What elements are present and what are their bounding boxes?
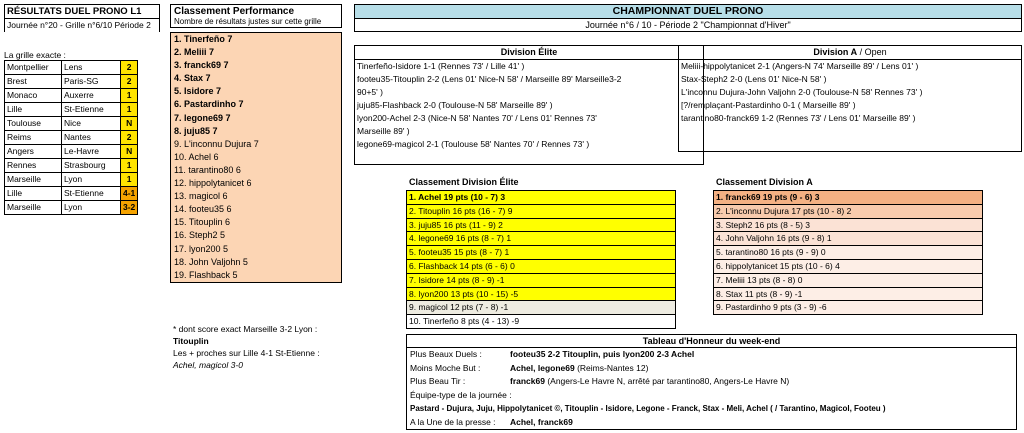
grid-home-team: Monaco <box>5 89 62 103</box>
perf-ranking-row: 16. Steph2 5 <box>174 230 226 241</box>
perf-ranking-row: 15. Titouplin 6 <box>174 217 231 228</box>
grid-row <box>5 75 138 89</box>
perf-ranking-row: 19. Flashback 5 <box>174 269 238 280</box>
grid-home-team: Brest <box>5 75 62 89</box>
honor-une-label: A la Une de la presse : <box>410 416 496 427</box>
ranking-row: 10. Tinerfeño 8 pts (4 - 13) -9 <box>407 315 675 329</box>
perf-ranking-row: 8. juju85 7 <box>174 125 218 136</box>
division-a-title: Division A <box>813 47 858 57</box>
honor-board-title: Tableau d'Honneur du week-end <box>407 335 1016 348</box>
grid-row <box>5 173 138 187</box>
division-a-header <box>679 46 1021 60</box>
honor-moche-value: Achel, legone69 <box>510 362 575 373</box>
ranking-a-table <box>713 190 983 315</box>
note-exact-score: * dont score exact Marseille 3-2 Lyon : <box>173 324 318 334</box>
honor-moche-row <box>407 362 1016 376</box>
grid-home-team: Montpellier <box>5 61 62 75</box>
ranking-row: 4. legone69 16 pts (8 - 7) 1 <box>407 232 675 246</box>
grid-row <box>5 61 138 75</box>
ranking-row: 7. Isidore 14 pts (8 - 9) -1 <box>407 274 675 288</box>
grid-result: 3-2 <box>121 201 138 215</box>
match-line: Tinerfeño-Isidore 1-1 (Rennes 73' / Lille 41' ) <box>357 61 525 71</box>
grid-home-team: Lille <box>5 187 62 201</box>
grid-result: 1 <box>121 159 138 173</box>
perf-ranking-row: 11. tarantino80 6 <box>174 164 241 175</box>
ranking-row: 4. John Valjohn 16 pts (9 - 8) 1 <box>714 232 982 246</box>
grid-home-team: Rennes <box>5 159 62 173</box>
results-header <box>4 4 160 32</box>
grid-away-team: Lens <box>62 61 121 75</box>
honor-equipe-label: Équipe-type de la journée : <box>410 389 512 400</box>
match-line: legone69-magicol 2-1 (Toulouse 58' Nantes 70' / Rennes 73' ) <box>357 139 590 149</box>
match-line: 90+5' ) <box>357 87 383 97</box>
grid-result: 1 <box>121 103 138 117</box>
perf-ranking-row: 4. Stax 7 <box>174 73 211 84</box>
perf-ranking-row: 5. Isidore 7 <box>174 86 222 97</box>
results-grid <box>4 60 138 215</box>
results-title: RÉSULTATS DUEL PRONO L1 <box>7 6 142 17</box>
grid-result: N <box>121 145 138 159</box>
grid-home-team: Lille <box>5 103 62 117</box>
grid-home-team: Marseille <box>5 173 62 187</box>
honor-une-row <box>407 416 1016 430</box>
grid-away-team: Strasbourg <box>62 159 121 173</box>
grid-home-team: Angers <box>5 145 62 159</box>
ranking-row: 1. Achel 19 pts (10 - 7) 3 <box>407 191 675 205</box>
ranking-row: 6. Flashback 14 pts (6 - 6) 0 <box>407 260 675 274</box>
match-line: Meliii-hippolytanicet 2-1 (Angers-N 74' Marseille 89' / Lens 01' ) <box>681 61 919 71</box>
grid-label: La grille exacte : <box>4 50 66 60</box>
honor-une-value: Achel, franck69 <box>510 416 573 427</box>
honor-moche-extra: (Reims-Nantes 12) <box>574 362 649 373</box>
division-elite-matches <box>355 60 703 151</box>
division-a-box <box>678 45 1022 152</box>
grid-away-team: St-Etienne <box>62 187 121 201</box>
grid-away-team: St-Etienne <box>62 103 121 117</box>
match-line: Stax-Steph2 2-0 (Lens 01' Nice-N 58' ) <box>681 74 827 84</box>
perf-ranking-row: 6. Pastardinho 7 <box>174 99 244 110</box>
results-subtitle: Journée n°20 - Grille n°6/10 Période 2 <box>5 18 159 31</box>
match-line: Marseille 89' ) <box>357 126 410 136</box>
ranking-row: 6. hippolytanicet 15 pts (10 - 6) 4 <box>714 260 982 274</box>
championship-subtitle: Journée n°6 / 10 - Période 2 "Championnat d'Hiver" <box>585 20 791 30</box>
perf-ranking-list <box>170 32 342 283</box>
honor-duels-row <box>407 348 1016 362</box>
perf-ranking-row: 14. footeu35 6 <box>174 204 232 215</box>
championship-header <box>354 4 1022 32</box>
match-line: L'inconnu Dujura-John Valjohn 2-0 (Toulouse-N 58' Rennes 73' ) <box>681 87 923 97</box>
perf-header <box>170 4 342 28</box>
perf-ranking-row: 3. franck69 7 <box>174 60 229 71</box>
ranking-row: 3. Steph2 16 pts (8 - 5) 3 <box>714 219 982 233</box>
grid-away-team: Paris-SG <box>62 75 121 89</box>
division-a-matches <box>679 60 1021 125</box>
grid-row <box>5 145 138 159</box>
honor-tir-label: Plus Beau Tir : <box>410 376 466 386</box>
match-line: footeu35-Titouplin 2-2 (Lens 01' Nice-N 58' / Marseille 89' Marseille3-2 <box>357 74 622 84</box>
ranking-row: 5. footeu35 15 pts (8 - 7) 1 <box>407 246 675 260</box>
championship-title: CHAMPIONNAT DUEL PRONO <box>355 5 1021 19</box>
honor-tir-value: franck69 <box>510 376 545 386</box>
note-exact-score-winner: Titouplin <box>173 336 209 346</box>
perf-ranking-row: 17. lyon200 5 <box>174 243 229 254</box>
perf-ranking-row: 18. John Valjohn 5 <box>174 256 248 267</box>
perf-ranking-row: 10. Achel 6 <box>174 151 219 162</box>
note-closest-names: Achel, magicol 3-0 <box>173 360 243 370</box>
ranking-elite-title: Classement Division Élite <box>409 177 519 187</box>
honor-equipe-value: Pastard - Dujura, Juju, Hippolytanicet ©, Titouplin - Isidore, Legone - Franck, Stax - Meli, Achel ( / Tarantino, Magicol, Footeu ) <box>410 404 886 413</box>
grid-away-team: Auxerre <box>62 89 121 103</box>
ranking-row: 2. Titouplin 16 pts (16 - 7) 9 <box>407 205 675 219</box>
perf-notes <box>173 323 363 371</box>
grid-result: N <box>121 117 138 131</box>
grid-row <box>5 159 138 173</box>
match-line: [?/remplaçant-Pastardinho 0-1 ( Marseille 89' ) <box>681 100 856 110</box>
grid-row <box>5 103 138 117</box>
ranking-row: 5. tarantino80 16 pts (9 - 9) 0 <box>714 246 982 260</box>
grid-home-team: Toulouse <box>5 117 62 131</box>
ranking-elite-table <box>406 190 676 329</box>
honor-duels-value: footeu35 2-2 Titouplin, puis lyon200 2-3 Achel <box>510 349 695 359</box>
honor-tir-row <box>407 375 1016 389</box>
perf-ranking-row: 1. Tinerfeño 7 <box>174 34 233 44</box>
perf-ranking-row: 13. magicol 6 <box>174 191 228 202</box>
ranking-row: 8. lyon200 13 pts (10 - 15) -5 <box>407 288 675 302</box>
grid-away-team: Nice <box>62 117 121 131</box>
honor-board <box>406 334 1017 430</box>
division-elite-box <box>354 45 704 165</box>
ranking-a-title: Classement Division A <box>716 177 813 187</box>
grid-away-team: Le-Havre <box>62 145 121 159</box>
grid-result: 2 <box>121 75 138 89</box>
perf-ranking-row: 12. hippolytanicet 6 <box>174 178 252 189</box>
perf-title: Classement Performance <box>174 6 295 17</box>
honor-duels-label: Plus Beaux Duels : <box>410 349 482 359</box>
perf-ranking-row: 7. legone69 7 <box>174 112 231 123</box>
match-line: lyon200-Achel 2-3 (Nice-N 58' Nantes 70' / Lens 01' Rennes 73' <box>357 113 597 123</box>
grid-home-team: Marseille <box>5 201 62 215</box>
grid-home-team: Reims <box>5 131 62 145</box>
grid-row <box>5 117 138 131</box>
match-line: juju85-Flashback 2-0 (Toulouse-N 58' Marseille 89' ) <box>357 100 553 110</box>
grid-result: 2 <box>121 61 138 75</box>
grid-row <box>5 89 138 103</box>
grid-away-team: Lyon <box>62 173 121 187</box>
grid-result: 4-1 <box>121 187 138 201</box>
grid-row <box>5 187 138 201</box>
division-elite-title: Division Élite <box>355 46 703 60</box>
honor-moche-label: Moins Moche But : <box>410 362 481 373</box>
grid-away-team: Nantes <box>62 131 121 145</box>
ranking-row: 7. Meliii 13 pts (8 - 8) 0 <box>714 274 982 288</box>
honor-tir-extra: (Angers-Le Havre N, arrêté par tarantino80, Angers-Le Havre N) <box>544 376 790 386</box>
perf-ranking-row: 2. Meliii 7 <box>174 47 215 58</box>
ranking-row: 9. Pastardinho 9 pts (3 - 9) -6 <box>714 301 982 315</box>
grid-result: 1 <box>121 173 138 187</box>
grid-row <box>5 131 138 145</box>
note-closest: Les + proches sur Lille 4-1 St-Etienne : <box>173 348 320 358</box>
grid-row <box>5 201 138 215</box>
ranking-row: 3. juju85 16 pts (11 - 9) 2 <box>407 219 675 233</box>
ranking-row: 9. magicol 12 pts (7 - 8) -1 <box>407 301 675 315</box>
grid-away-team: Lyon <box>62 201 121 215</box>
division-a-subtitle: / Open <box>857 47 887 57</box>
match-line: tarantino80-franck69 1-2 (Rennes 73' / Lens 01' Marseille 89' ) <box>681 113 916 123</box>
ranking-row: 2. L'inconnu Dujura 17 pts (10 - 8) 2 <box>714 205 982 219</box>
ranking-row: 8. Stax 11 pts (8 - 9) -1 <box>714 288 982 302</box>
perf-subtitle: Nombre de résultats justes sur cette grille <box>174 17 322 26</box>
grid-result: 2 <box>121 131 138 145</box>
perf-ranking-row: 9. L'inconnu Dujura 7 <box>174 138 259 149</box>
grid-result: 1 <box>121 89 138 103</box>
ranking-row: 1. franck69 19 pts (9 - 6) 3 <box>714 191 982 205</box>
